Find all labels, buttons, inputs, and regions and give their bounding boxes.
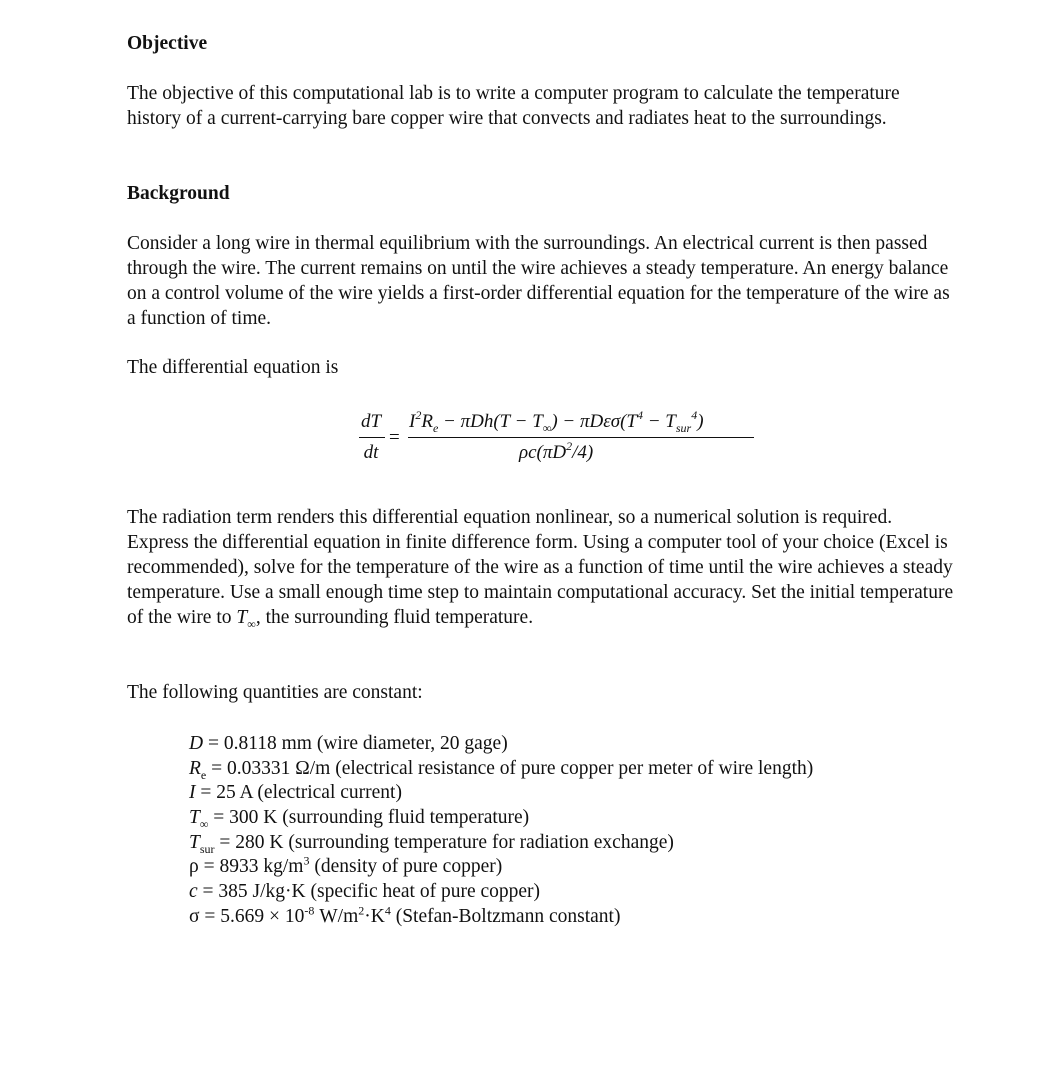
eq-rhs-fraction-bar <box>408 437 754 438</box>
equation-intro: The differential equation is <box>127 357 339 378</box>
differential-equation <box>359 409 799 469</box>
eq-rhs-denominator: $\rho c(\pi D^2/4)$ <box>519 438 594 463</box>
eq-lhs-fraction-bar <box>359 437 385 438</box>
eq-lhs-numerator: dT <box>360 411 382 432</box>
constant-density: ρ = 8933 $kg/m^3$ (density of pure copper) <box>189 853 503 878</box>
objective-heading: Objective <box>127 33 208 54</box>
background-heading: Background <box>127 183 230 204</box>
constant-specific-heat: c = 385 J/kg·K (specific heat of pure copper) <box>189 881 541 903</box>
eq-equals-sign: = <box>389 427 400 448</box>
eq-rhs-numerator: $I^2R_e - \pi Dh(T - T_\infty) - \pi D\varepsilon\sigma(T^4 - T_{sur}^4)$ <box>409 407 704 435</box>
constants-intro: The following quantities are constant: <box>127 682 423 703</box>
objective-text: The objective of this computational lab is to write a computer program to calculate the temperature history of a current-carrying bare copper wire that convects and radiates heat to the surroundings. <box>127 83 900 129</box>
eq-lhs-denominator: dt <box>363 442 379 463</box>
constants-list <box>189 731 949 929</box>
constant-stefan-boltzmann: $\sigma = 5.669 \times 10^{-8}$ $W/m^2\cdot K^4$ (Stefan-Boltzmann constant) <box>189 903 621 927</box>
method-paragraph: The radiation term renders this differential equation nonlinear, so a numerical solution is required. Express the differential equation in finite difference form. Using a computer tool of your choice (Excel is recommended), solve for the temperature of the wire as a function of time until the wire achieves a steady temperature. Use a small enough time step to maintain computational accuracy. Set the initial temperature of the wire to $T_\infty$, the surrounding fluid temperature. <box>127 507 954 631</box>
constant-current: I = 25 A (electrical current) <box>189 782 402 804</box>
constant-diameter: D = 0.8118 mm (wire diameter, 20 gage) <box>189 733 508 754</box>
constant-resistance: $R_e = 0.03331$ Ω/m (electrical resistance of pure copper per meter of wire length) <box>189 757 814 782</box>
constant-surrounding-temperature: $T_{sur} = 280$ K (surrounding temperature for radiation exchange) <box>189 831 674 856</box>
constant-fluid-temperature: $T_\infty = 300$ K (surrounding fluid temperature) <box>189 807 530 831</box>
background-paragraph: Consider a long wire in thermal equilibrium with the surroundings. An electrical current is then passed through the wire. The current remains on until the wire achieves a steady temperature. An energy balance on a control volume of the wire yields a first-order differential equation for the temperature of the wire as a function of time. <box>127 233 950 329</box>
